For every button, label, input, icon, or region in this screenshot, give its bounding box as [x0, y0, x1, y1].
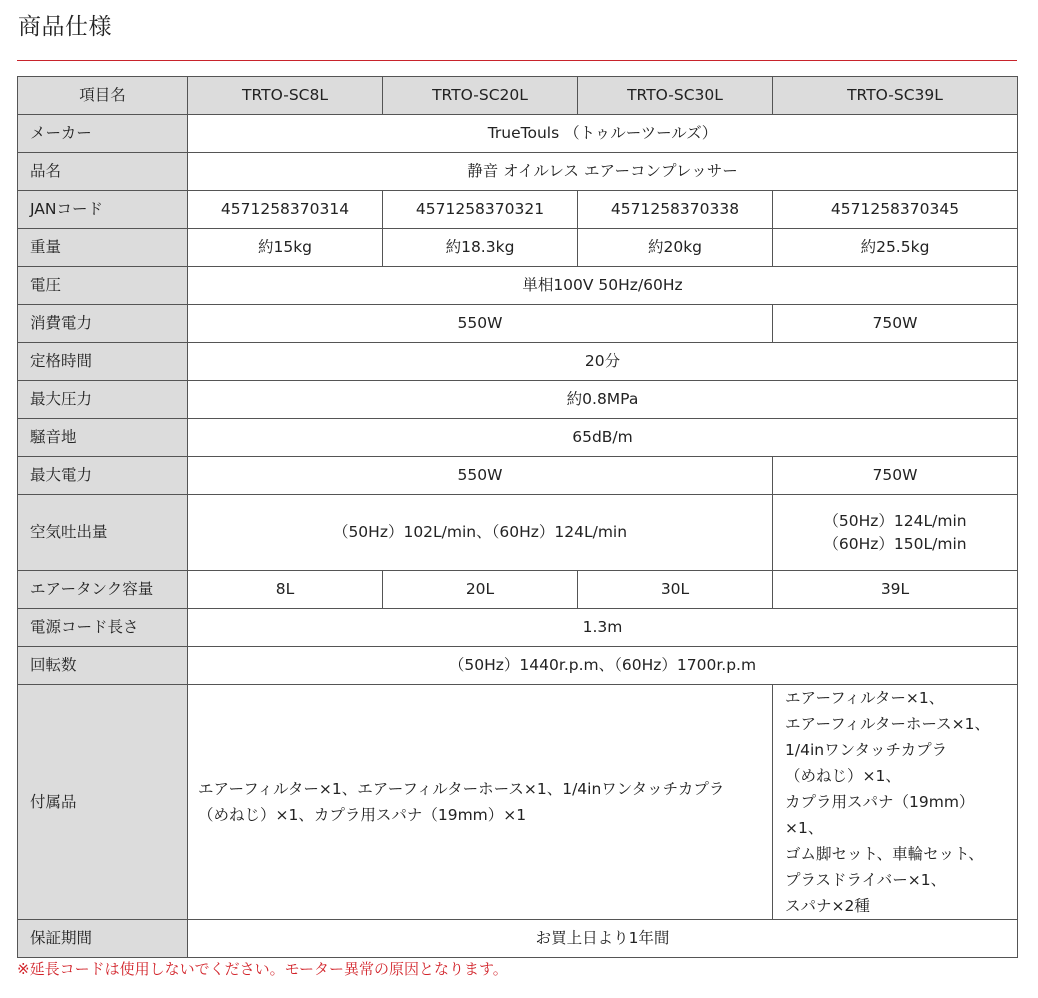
row-label: 重量: [18, 229, 188, 267]
table-row: [18, 457, 1018, 495]
row-label: エアータンク容量: [18, 571, 188, 609]
table-row: [18, 571, 1018, 609]
max-pressure-value: 約0.8MPa: [188, 381, 1018, 419]
weight-value: 約18.3kg: [383, 229, 578, 267]
accessories-large-line: カプラ用スパナ（19mm）×1、: [785, 793, 975, 837]
header-model-sc8l: TRTO-SC8L: [188, 77, 383, 115]
rpm-value: （50Hz）1440r.p.m、（60Hz）1700r.p.m: [188, 647, 1018, 685]
power-consumption-small: 550W: [188, 305, 773, 343]
accessories-large-line: エアーフィルターホース×1、: [785, 715, 990, 733]
voltage-value: 単相100V 50Hz/60Hz: [188, 267, 1018, 305]
row-label: 電圧: [18, 267, 188, 305]
weight-value: 約15kg: [188, 229, 383, 267]
row-label: メーカー: [18, 115, 188, 153]
cord-value: 1.3m: [188, 609, 1018, 647]
tank-value: 39L: [773, 571, 1018, 609]
table-row: [18, 229, 1018, 267]
rated-time-value: 20分: [188, 343, 1018, 381]
air-discharge-large: [773, 495, 1018, 571]
row-label: 空気吐出量: [18, 495, 188, 571]
tank-value: 8L: [188, 571, 383, 609]
jan-value: 4571258370345: [773, 191, 1018, 229]
table-row: [18, 419, 1018, 457]
accessories-small-line: （めねじ）×1、カプラ用スパナ（19mm）×1: [198, 806, 527, 824]
weight-value: 約25.5kg: [773, 229, 1018, 267]
table-row: [18, 685, 1018, 920]
row-label: 電源コード長さ: [18, 609, 188, 647]
table-row: [18, 920, 1018, 958]
table-row: [18, 305, 1018, 343]
air-discharge-large-line: （60Hz）150L/min: [823, 534, 967, 553]
row-label: 保証期間: [18, 920, 188, 958]
air-discharge-small: （50Hz）102L/min、（60Hz）124L/min: [188, 495, 773, 571]
row-label: 最大電力: [18, 457, 188, 495]
product-value: 静音 オイルレス エアーコンプレッサー: [188, 153, 1018, 191]
max-power-large: 750W: [773, 457, 1018, 495]
table-row: [18, 381, 1018, 419]
page-title: 商品仕様: [18, 14, 112, 40]
accessories-large-line: ゴム脚セット、車輪セット、: [785, 845, 984, 863]
row-label: 最大圧力: [18, 381, 188, 419]
row-label: 騒音地: [18, 419, 188, 457]
noise-value: 65dB/m: [188, 419, 1018, 457]
header-row: [18, 77, 1018, 115]
max-power-small: 550W: [188, 457, 773, 495]
spec-table: [17, 76, 1018, 958]
row-label: 付属品: [18, 685, 188, 920]
table-row: [18, 609, 1018, 647]
accessories-small-line: エアーフィルター×1、エアーフィルターホース×1、1/4inワンタッチカプラ: [198, 780, 725, 798]
tank-value: 30L: [578, 571, 773, 609]
row-label: 定格時間: [18, 343, 188, 381]
row-label: 消費電力: [18, 305, 188, 343]
table-row: [18, 343, 1018, 381]
accessories-large-line: プラスドライバー×1、: [785, 871, 947, 889]
header-model-sc30l: TRTO-SC30L: [578, 77, 773, 115]
table-row: [18, 153, 1018, 191]
row-label: 回転数: [18, 647, 188, 685]
header-label: 項目名: [18, 77, 188, 115]
jan-value: 4571258370321: [383, 191, 578, 229]
header-model-sc39l: TRTO-SC39L: [773, 77, 1018, 115]
jan-value: 4571258370338: [578, 191, 773, 229]
tank-value: 20L: [383, 571, 578, 609]
accessories-large: [773, 685, 1018, 920]
accessories-large-line: エアーフィルター×1、: [785, 689, 945, 707]
jan-value: 4571258370314: [188, 191, 383, 229]
maker-value: TrueTouls （トゥルーツールズ）: [188, 115, 1018, 153]
table-row: [18, 267, 1018, 305]
air-discharge-large-line: （50Hz）124L/min: [823, 512, 967, 531]
row-label: 品名: [18, 153, 188, 191]
header-model-sc20l: TRTO-SC20L: [383, 77, 578, 115]
warning-note: ※延長コードは使用しないでください。モーター異常の原因となります。: [17, 960, 508, 978]
table-row: [18, 647, 1018, 685]
power-consumption-large: 750W: [773, 305, 1018, 343]
title-divider: [17, 60, 1017, 61]
accessories-small: [188, 685, 773, 920]
accessories-large-line: スパナ×2種: [785, 897, 870, 915]
row-label: JANコード: [18, 191, 188, 229]
accessories-large-line: （めねじ）×1、: [785, 767, 901, 785]
table-row: [18, 115, 1018, 153]
warranty-value: お買上日より1年間: [188, 920, 1018, 958]
accessories-large-line: 1/4inワンタッチカプラ: [785, 741, 948, 759]
table-row: [18, 495, 1018, 571]
table-row: [18, 191, 1018, 229]
weight-value: 約20kg: [578, 229, 773, 267]
